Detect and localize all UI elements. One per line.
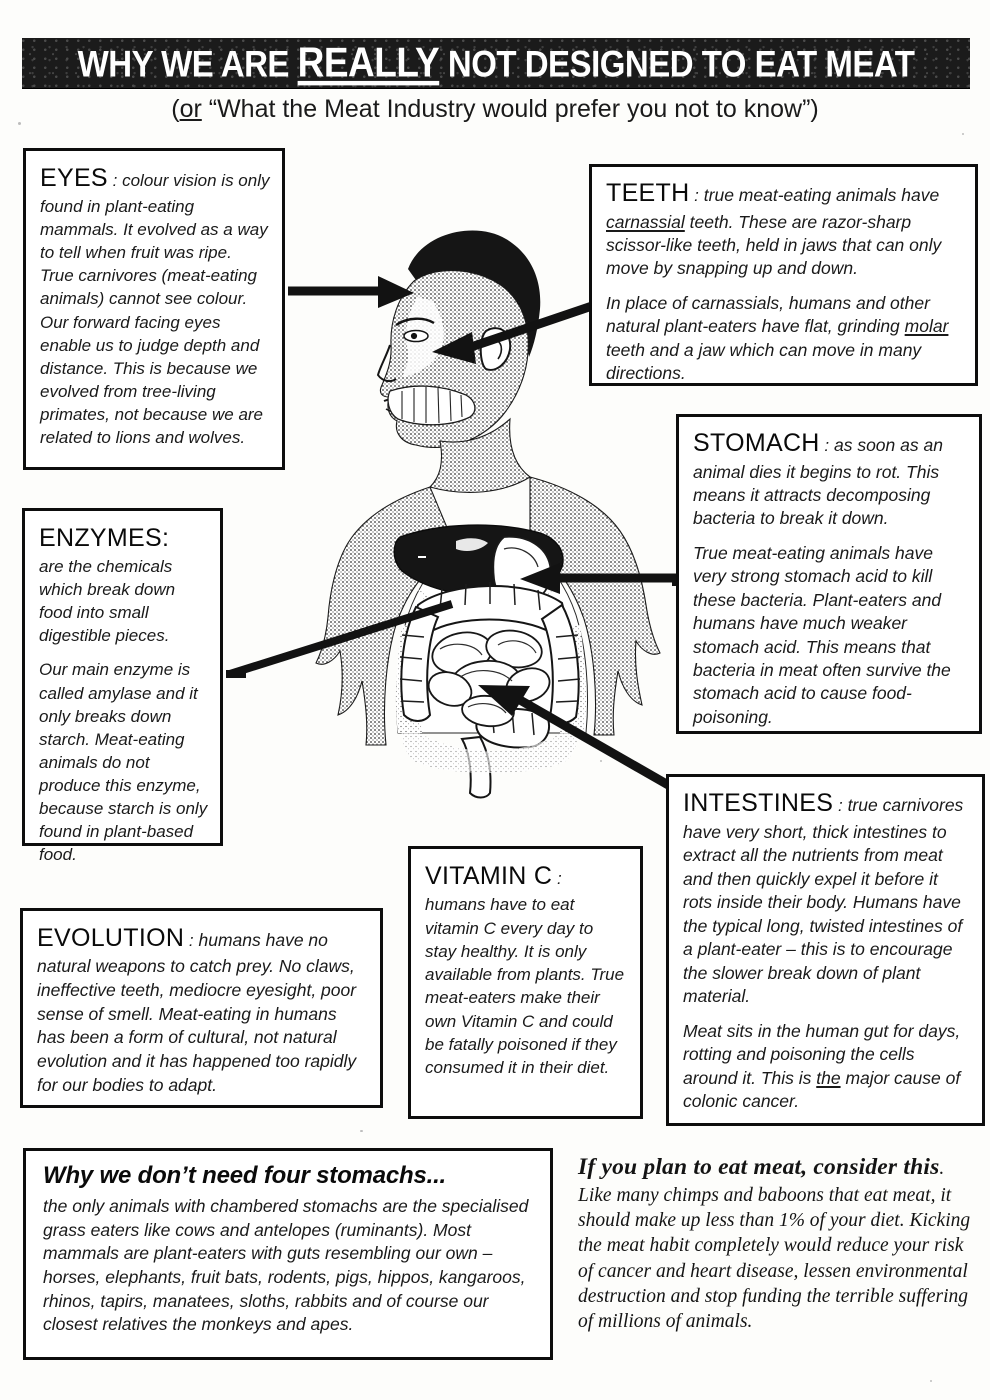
teeth-term-carnassial: carnassial — [606, 211, 685, 232]
poster-title-banner — [22, 38, 970, 88]
evolution-paragraph — [37, 921, 368, 1098]
subtitle-rest: “What the Meat Industry would prefer you not to know”) — [201, 95, 819, 123]
intestines-p2-a: Meat sits in the human gut for days, rotting and poisoning the cells around it. This is — [683, 1020, 961, 1088]
stomach-body-1: as soon as an animal dies it begins to rot. This means it attracts decomposing bacteria to break it down. — [693, 435, 943, 529]
enzymes-body-1: are the chemicals which break down food into small digestible pieces. — [39, 557, 176, 646]
four-stomachs-heading: Why we don’t need four stomachs... — [43, 1162, 447, 1189]
eyes-heading: EYES — [40, 164, 108, 192]
enzymes-heading: ENZYMES: — [39, 524, 170, 552]
teeth-p1-a: true meat-eating animals have — [698, 185, 940, 205]
scan-speck — [18, 122, 21, 125]
eyes-colon: : — [107, 171, 118, 190]
closing-lead: If you plan to eat meat, consider this — [578, 1154, 940, 1180]
poster-subtitle — [0, 95, 990, 124]
teeth-colon: : — [689, 186, 699, 205]
vitaminc-heading: VITAMIN C — [425, 862, 553, 890]
page-title — [78, 39, 915, 86]
intestines-p2-b: major cause of colonic cancer. — [683, 1067, 961, 1112]
teeth-paragraph-1 — [606, 177, 963, 281]
info-box-eyes — [23, 148, 285, 470]
info-box-intestines — [666, 774, 985, 1126]
eyes-body: colour vision is only found in plant-eating mammals. It evolved as a way to tell when fruit was ripe. True carnivores (meat-eating animals) cannot see colour. Our forward facing eyes enable us to judge depth and distance. This is because we evolved from tree-living primates, not because we are related to lions and wolves. — [40, 171, 270, 448]
teeth-term-molar: molar — [904, 316, 949, 337]
info-box-stomach — [676, 414, 982, 734]
enzymes-paragraph-1 — [39, 521, 208, 647]
title-emphasis: REALLY — [297, 39, 440, 86]
stomach-colon: : — [819, 436, 830, 455]
teeth-heading: TEETH — [606, 179, 690, 207]
teeth-p2-a: In place of carnassials, humans and other natural plant-eaters have flat, grinding — [606, 292, 930, 337]
intestines-paragraph-1 — [683, 787, 970, 1009]
stomach-paragraph-1 — [693, 427, 967, 531]
evolution-heading: EVOLUTION — [37, 924, 185, 952]
intestines-colon: : — [833, 796, 843, 815]
teeth-p1-b: teeth. These are razor-sharp scissor-like teeth, held in jaws that can only move by snapping up and down. — [606, 211, 942, 279]
pupil — [411, 333, 417, 339]
info-box-four-stomachs — [23, 1148, 553, 1360]
subtitle-prefix: ( — [171, 95, 180, 123]
intestines-term-the: the — [816, 1067, 841, 1088]
title-part-after: NOT DESIGNED TO EAT MEAT — [439, 42, 915, 85]
stomach-heading: STOMACH — [693, 429, 820, 457]
evolution-colon: : — [184, 931, 194, 950]
evolution-body: humans have no natural weapons to catch prey. No claws, ineffective teeth, mediocre eyesight, poor sense of smell. Meat-eating in humans has been a form of cultural, not natural evolution and it has happened too rapidly for our bodies to adapt. — [37, 930, 357, 1095]
info-box-teeth — [589, 164, 978, 386]
subtitle-underlined-or: or — [179, 95, 202, 123]
stomach-paragraph-2: True meat-eating animals have very strong stomach acid to kill these bacteria. Plant-eaters and humans have much weaker stomach acid. This means that bacteria in meat often survive the stomach acid to cause food-poisoning. — [693, 542, 951, 727]
intestines-body-1: true carnivores have very short, thick intestines to extract all the nutrients from meat and then quickly expel it before it rots inside their body. Humans have the typical long, twisted intestines of a plant-eater – this is to encourage the slower break down of plant material. — [683, 795, 964, 1007]
vitaminc-body: humans have to eat vitamin C every day to stay healthy. It is only available from plants. True meat-eaters make their own Vitamin C and could be fatally poisoned if they consumed it in their diet. — [425, 895, 625, 1078]
scan-speck — [930, 1380, 932, 1382]
scan-speck — [360, 1130, 363, 1132]
four-stomachs-body: the only animals with chambered stomachs are the specialised grass eaters like cows and antelopes (ruminants). Most mammals are plant-eaters with guts resembling our own – horses, elephants, fruit bats, rodents, pigs, hippos, kangaroos, rhinos, tapirs, manatees, sloths, rabbits and of course our closest relatives the monkeys and apes. — [43, 1196, 529, 1335]
eyes-paragraph — [40, 161, 270, 449]
closing-statement — [578, 1152, 982, 1335]
vitaminc-colon: : — [552, 869, 562, 888]
closing-body: . Like many chimps and baboons that eat meat, it should make up less than 1% of your diet. Kicking the meat habit completely would reduce your risk of cancer and heart disease, lessen environmental destruction and stop funding the terrible suffering of millions of animals. — [578, 1158, 971, 1333]
teeth-p2-b: teeth and a jaw which can move in many directions. — [606, 339, 922, 384]
scan-speck — [962, 133, 964, 135]
teeth-paragraph-2 — [606, 292, 963, 386]
intestines-paragraph-2 — [683, 1020, 970, 1114]
info-box-enzymes — [22, 508, 223, 865]
info-box-vitamin-c — [408, 846, 643, 1119]
vitaminc-paragraph — [425, 859, 628, 1080]
title-part-before: WHY WE ARE — [77, 42, 298, 85]
enzymes-paragraph-2: Our main enzyme is called amylase and it only breaks down starch. Meat-eating animals do not produce this enzyme, because starch is only found in plant-based food. — [39, 660, 208, 865]
intestines-heading: INTESTINES — [683, 789, 834, 817]
info-box-evolution — [20, 908, 383, 1108]
